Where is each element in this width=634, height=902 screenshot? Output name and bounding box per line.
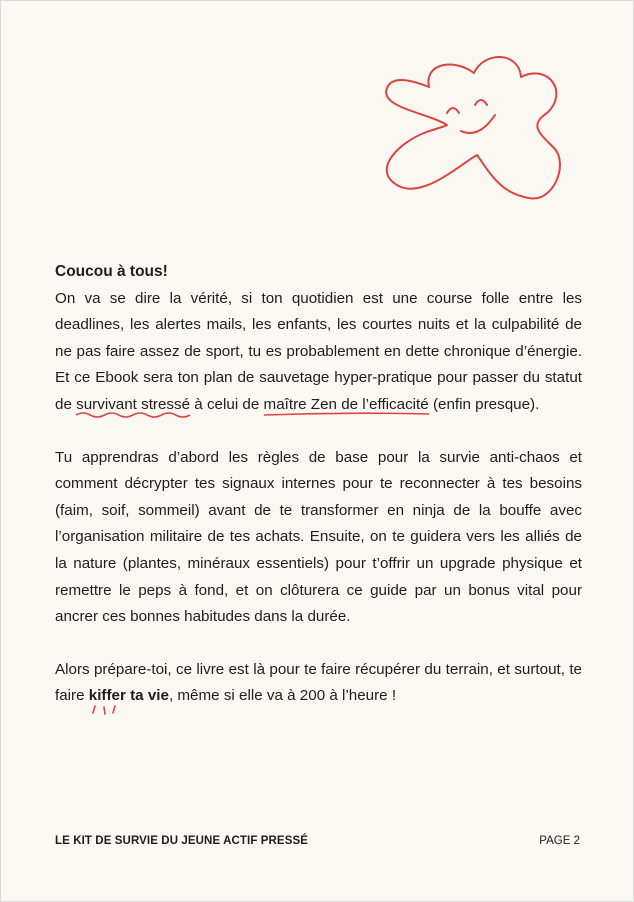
paragraph-plan: Tu apprendras d’abord les règles de base pour la survie anti-chaos et comment décrypter tes signaux internes pour te reconnecter à tes besoins (faim, soif, sommeil) avant de te transformer en ninja de la bouffe avec l’organisation militaire de tes achats. Ensuite, on te guidera vers les alliés de la nature (plantes, minéraux essentiels) pour t’offrir un upgrade physique et remettre le peps à fond, et on clôturera ce guide par un bonus vital pour ancrer ces bonnes habitudes dans la durée. [55,448,582,626]
emphasis-marks-icon [91,705,121,715]
wavy-underline [76,411,190,419]
footer-page-number: PAGE 2 [539,835,580,847]
straight-underline [264,411,429,419]
smiling-flower-icon [379,53,575,205]
footer-book-title: LE KIT DE SURVIE DU JEUNE ACTIF PRESSÉ [55,835,309,847]
intro-text [55,259,582,736]
paragraph-closing [55,657,582,710]
paragraph-intro-middle: à celui de [190,395,264,413]
paragraph-intro [55,286,582,419]
greeting-heading: Coucou à tous! [55,263,168,280]
paragraph-intro-start: On va se dire la vérité, si ton quotidien est une course folle entre les deadlines, les alertes mails, les enfants, les courtes nuits et la culpabilité de ne pas faire assez de sport, tu es probablement en dette chronique d’énergie. Et ce Ebook sera ton plan de sauvetage hyper-pratique pour passer du statut de [55,289,582,413]
highlight-survivant-text: survivant stressé [76,395,191,413]
paragraph-intro-end: (enfin presque). [428,395,540,413]
highlight-maitre-zen-text: maître Zen de l’efficacité [263,395,429,413]
paragraph-closing-end: , même si elle va à 200 à l’heure ! [168,687,397,705]
emphasis-text: kiffer ta vie [88,687,169,705]
highlight-survivant-stresse [76,392,190,419]
highlight-maitre-zen [264,392,429,419]
paragraph-closing-start: Alors prépare-toi, ce livre est là pour te faire récupérer du terrain, et surtout, te faire [55,660,582,705]
emphasis-kiffer-ta-vie [89,683,169,710]
